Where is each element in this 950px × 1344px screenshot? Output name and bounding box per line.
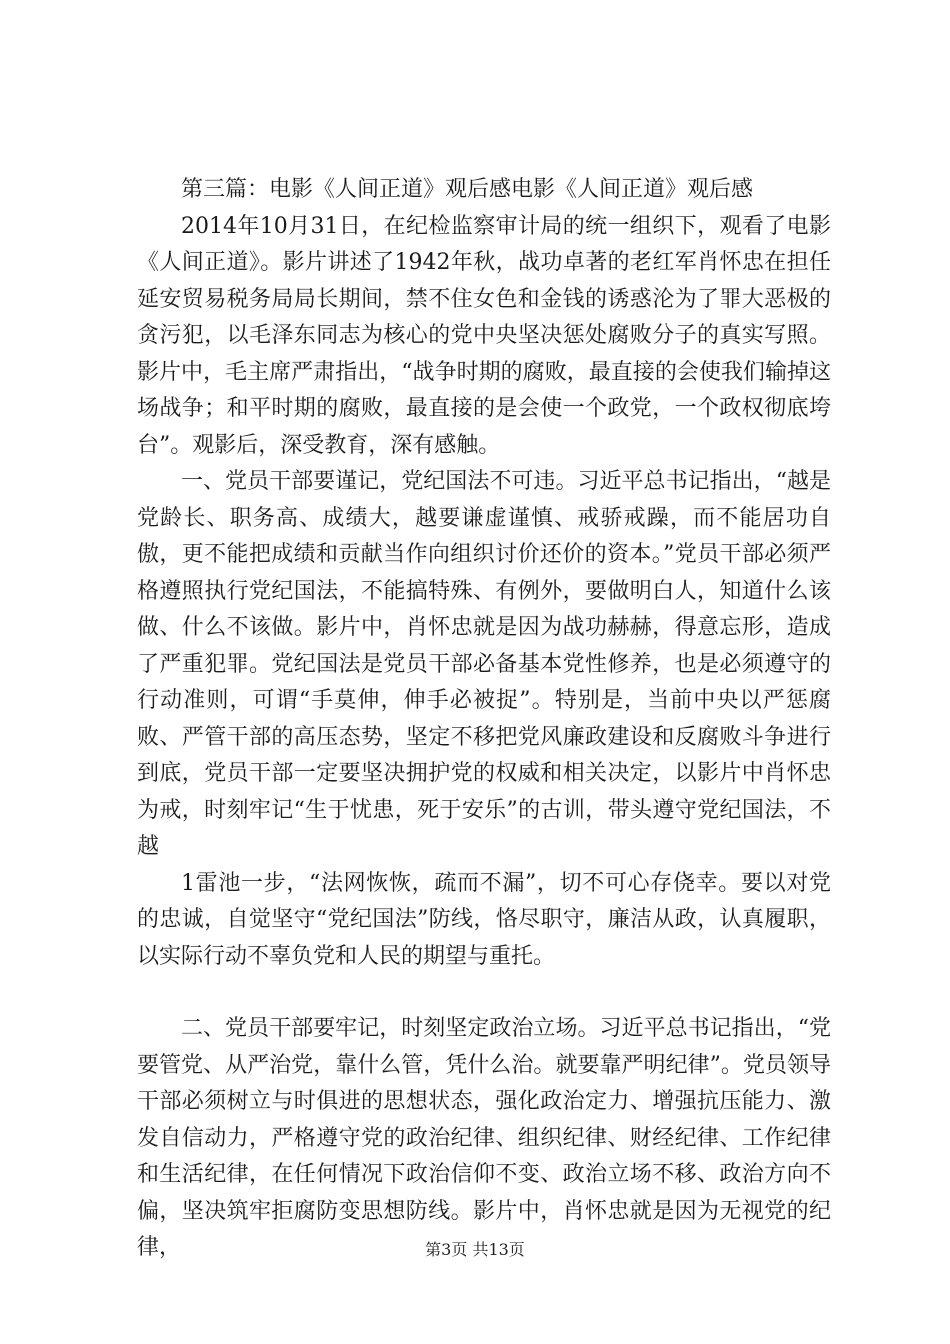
body-paragraph-point-one: 一、党员干部要谨记，党纪国法不可违。习近平总书记指出，“越是党龄长、职务高、成绩大，越要谦虚谨慎、戒骄戒躁，而不能居功自傲，更不能把成绩和贡献当作向组织讨价还价的资本。”党员干部必须严格遵照执行党纪国法，不能搞特殊、有例外，要做明白人，知道什么该做、什么不该做。影片中，肖怀忠就是因为战功赫赫，得意忘形，造成了严重犯罪。党纪国法是党员干部必备基本党性修养，也是必须遵守的行动准则，可谓“手莫伸，伸手必被捉”。特别是，当前中央以严惩腐败、严管干部的高压态势，坚定不移把党风廉政建设和反腐败斗争进行到底，党员干部一定要坚决拥护党的权威和相关决定，以影片中肖怀忠为戒，时刻牢记“生于忧患，死于安乐”的古训，带头遵守党纪国法，不越 [137, 469, 831, 859]
page-footer: 第3页 共13页 [425, 1240, 525, 1259]
document-body [137, 172, 831, 1267]
body-paragraph-point-one-continued: 1雷池一步，“法网恢恢，疏而不漏”，切不可心存侥幸。要以对党的忠诚，自觉坚守“党纪国法”防线，恪尽职守，廉洁从政，认真履职，以实际行动不辜负党和人民的期望与重托。 [137, 870, 831, 969]
document-title-paragraph: 第三篇：电影《人间正道》观后感电影《人间正道》观后感 [181, 177, 754, 202]
body-paragraph-point-two: 二、党员干部要牢记，时刻坚定政治立场。习近平总书记指出，“党要管党、从严治党，靠什么管，凭什么治。就要靠严明纪律”。党员领导干部必须树立与时俱进的思想状态，强化政治定力、增强抗压能力、激发自信动力，严格遵守党的政治纪律、组织纪律、财经纪律、工作纪律和生活纪律，在任何情况下政治信仰不变、政治立场不移、政治方向不偏，坚决筑牢拒腐防变思想防线。影片中，肖怀忠就是因为无视党的纪律， [137, 1016, 831, 1260]
body-paragraph-intro: 2014年10月31日，在纪检监察审计局的统一组织下，观看了电影《人间正道》。影片讲述了1942年秋，战功卓著的老红军肖怀忠在担任延安贸易税务局局长期间，禁不住女色和金钱的诱惑沦为了罪大恶极的贪污犯，以毛泽东同志为核心的党中央坚决惩处腐败分子的真实写照。影片中，毛主席严肃指出，“战争时期的腐败，最直接的会使我们输掉这场战争；和平时期的腐败，最直接的是会使一个政党，一个政权彻底垮台”。观影后，深受教育，深有感触。 [137, 213, 831, 458]
